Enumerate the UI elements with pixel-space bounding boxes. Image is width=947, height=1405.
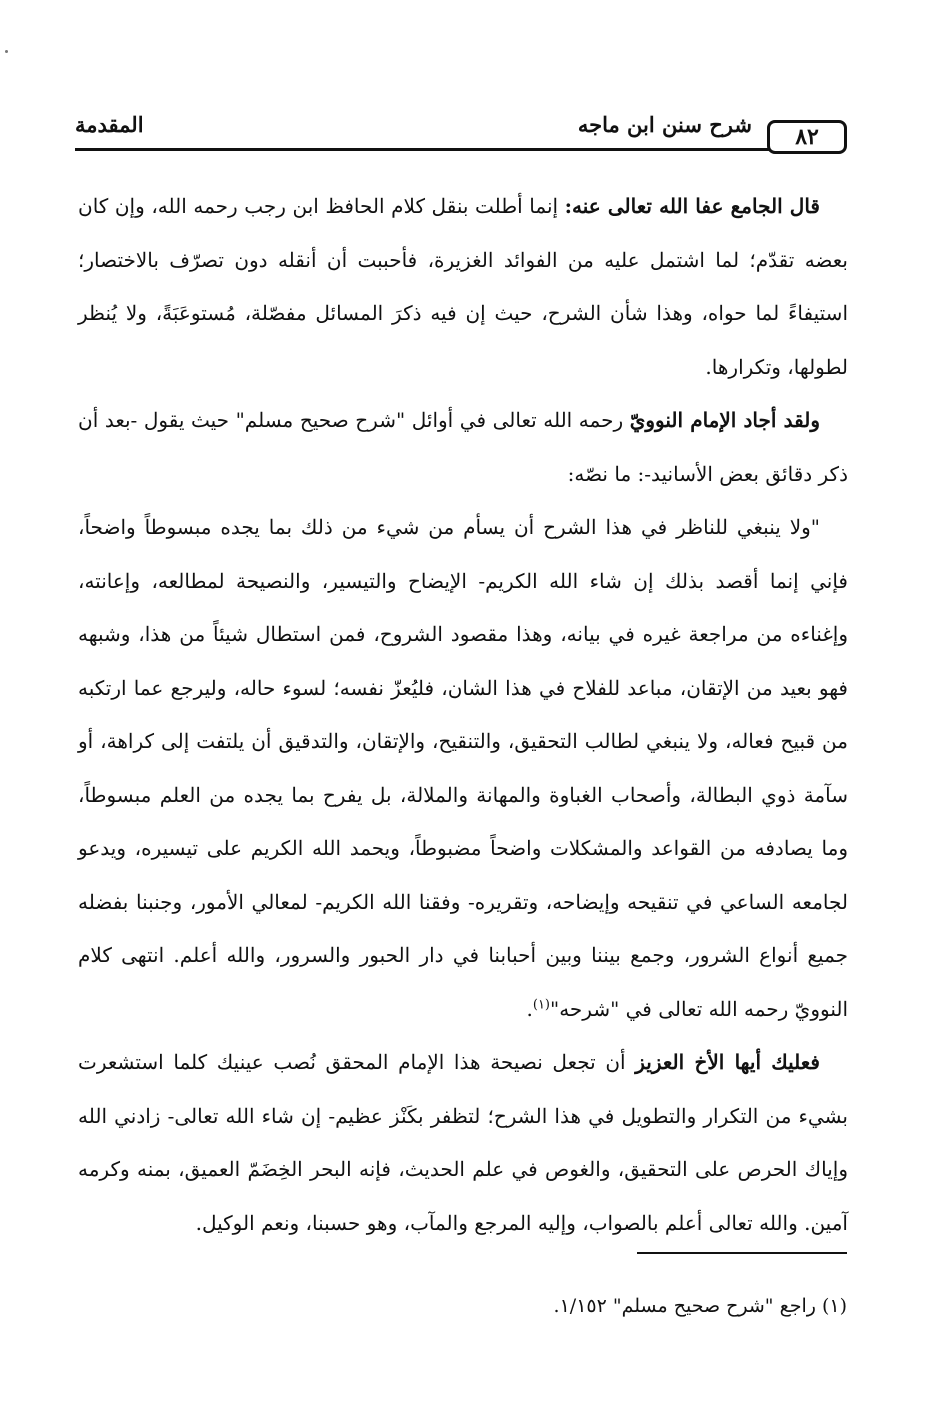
paragraph-4 xyxy=(78,1036,848,1250)
paragraph-1-lead: قال الجامع عفا الله تعالى عنه: xyxy=(564,194,820,218)
paragraph-1 xyxy=(78,180,848,394)
section-title: المقدمة xyxy=(75,112,144,137)
paragraph-3-tail: . xyxy=(526,996,533,1021)
paragraph-2-lead: ولقد أجاد الإمام النوويّ xyxy=(629,408,820,432)
page-header xyxy=(75,110,847,158)
scan-speck xyxy=(5,50,8,53)
book-title: شرح سنن ابن ماجه xyxy=(577,112,752,137)
paragraph-3-quote xyxy=(78,501,848,1036)
page-number: ٨٢ xyxy=(795,124,819,150)
paragraph-3-text: "ولا ينبغي للناظر في هذا الشرح أن يسأم من شيء من ذلك بما يجده مبسوطاً واضحاً، فإني إنما أقصد بذلك إن شاء الله الكريم- الإيضاح والتيسير، والنصيحة لمطالعه، وإعانته، وإغناءه من مراجعة غيره في بيانه، وهذا مقصود الشروح، فمن استطال شيئاً من هذا، وشبهه فهو بعيد من الإتقان، مباعد للفلاح في هذا الشان، فليُعزّ نفسه؛ لسوء حاله، وليرجع عما ارتكبه من قبيح فعاله، ولا ينبغي لطالب التحقيق، والتنقيح، والإتقان، والتدقيق أن يلتفت إلى كراهة، أو سآمة ذوي البطالة، وأصحاب الغباوة والمهانة والملالة، بل يفرح بما يجده من العلم مبسوطاً، وما يصادفه من القواعد والمشكلات واضحاً مضبوطاً، ويحمد الله الكريم على تيسيره، ويدعو لجامعه الساعي في تنقيحه وإيضاحه، وتقريره- وفقنا الله الكريم- لمعالي الأمور، وجنبنا بفضله جميع أنواع الشرور، وجمع بيننا وبين أحبابنا في دار الحبور والسرور، والله أعلم. انتهى كلام النوويّ رحمه الله تعالى في "شرحه" xyxy=(78,515,848,1021)
paragraph-4-text: أن تجعل نصيحة هذا الإمام المحقق نُصب عينيك كلما استشعرت بشيء من التكرار والتطويل في هذا الشرح؛ لتظفر بكَنْز عظيم- إن شاء الله تعالى- زادني الله وإياك الحرص على التحقيق، والغوص في علم الحديث، فإنه البحر الخِضَمّ العميق، بمنه وكرمه آمين. والله تعالى أعلم بالصواب، وإليه المرجع والمآب، وهو حسبنا، ونعم الوكيل. xyxy=(78,1050,848,1235)
paragraph-2 xyxy=(78,394,848,501)
paragraph-2-text: رحمه الله تعالى في أوائل "شرح صحيح مسلم" حيث يقول -بعد أن ذكر دقائق بعض الأسانيد-: ما نصّه: xyxy=(78,408,848,486)
paragraph-4-lead: فعليك أيها الأخ العزيز xyxy=(635,1050,820,1074)
paragraph-1-text: إنما أطلت بنقل كلام الحافظ ابن رجب رحمه الله، وإن كان بعضه تقدّم؛ لما اشتمل عليه من الفوائد الغزيرة، فأحببت أن أنقله دون تصرّف بالاختصار؛ استيفاءً لما حواه، وهذا شأن الشرح، حيث إن فيه ذكرَ المسائل مفصّلة، مُستوعَبَةً، ولا يُنظر لطولها، وتكرارها. xyxy=(78,194,848,379)
footnote: (١) راجع "شرح صحيح مسلم" ١/١٥٢. xyxy=(553,1295,847,1317)
header-divider xyxy=(75,148,769,151)
footnote-marker[interactable]: (١) xyxy=(532,996,550,1012)
page-number-box xyxy=(767,120,847,154)
footnote-divider xyxy=(637,1252,847,1254)
main-text xyxy=(78,180,848,1250)
